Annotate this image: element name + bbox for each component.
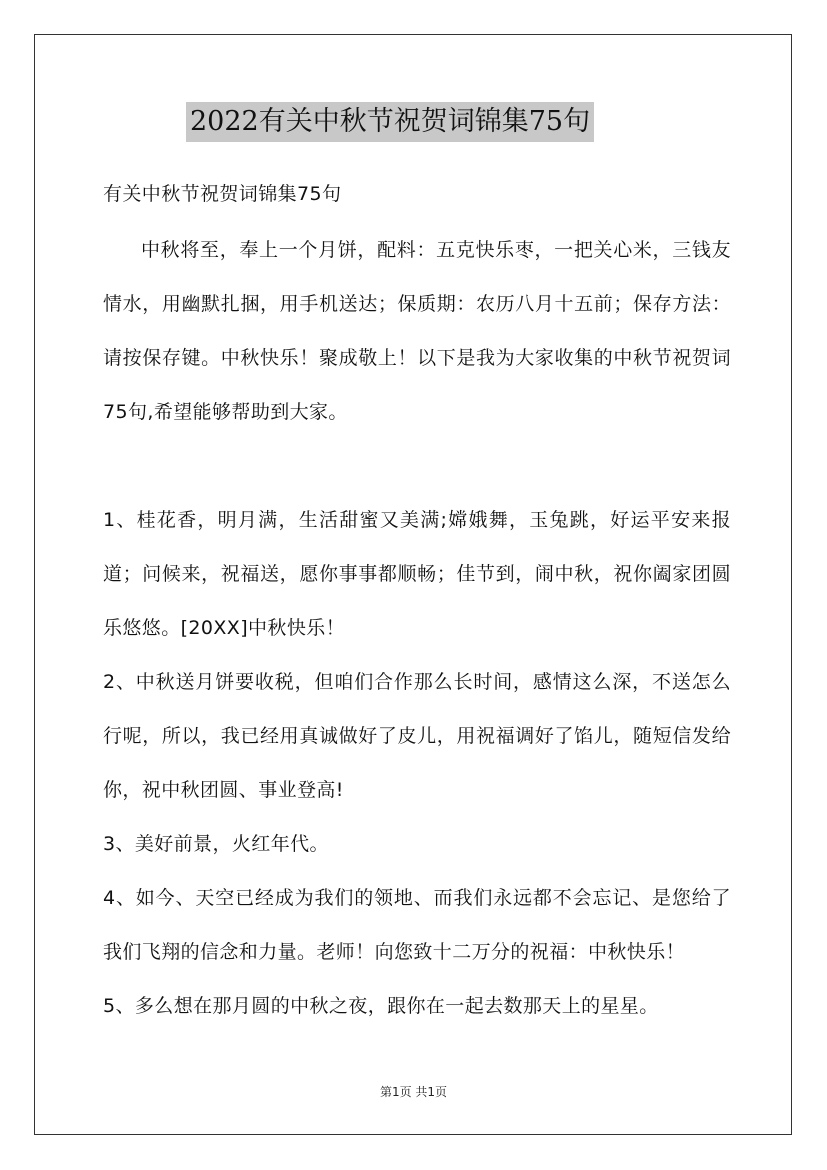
list-item: 5、多么想在那月圆的中秋之夜，跟你在一起去数那天上的星星。 xyxy=(103,995,659,1017)
paragraph-spacer xyxy=(103,439,731,493)
list-item: 1、桂花香，明月满，生活甜蜜又美满;嫦娥舞，玉兔跳，好运平安来报道；问候来，祝福送，愿你事事都顺畅；佳节到，闹中秋，祝你阖家团圆乐悠悠。[20XX]中秋快乐！ xyxy=(103,509,731,639)
page-footer: 第1页 共1页 xyxy=(379,1085,448,1099)
list-item: 3、美好前景，火红年代。 xyxy=(103,833,329,855)
document-body xyxy=(103,176,731,1033)
intro-paragraph: 中秋将至，奉上一个月饼，配料：五克快乐枣，一把关心米，三钱友情水，用幽默扎捆，用手机送达；保质期：农历八月十五前；保存方法：请按保存键。中秋快乐！聚成敬上！以下是我为大家收集的中秋节祝贺词75句,希望能够帮助到大家。 xyxy=(103,239,731,423)
document-subtitle: 有关中秋节祝贺词锦集75句 xyxy=(103,183,342,205)
document-title: 2022有关中秋节祝贺词锦集75句 xyxy=(186,102,594,142)
list-item: 2、中秋送月饼要收税，但咱们合作那么长时间，感情这么深，不送怎么行呢，所以，我已经用真诚做好了皮儿，用祝福调好了馅儿，随短信发给你，祝中秋团圆、事业登高! xyxy=(103,671,731,801)
list-item: 4、如今、天空已经成为我们的领地、而我们永远都不会忘记、是您给了我们飞翔的信念和力量。老师！向您致十二万分的祝福：中秋快乐！ xyxy=(103,887,731,963)
